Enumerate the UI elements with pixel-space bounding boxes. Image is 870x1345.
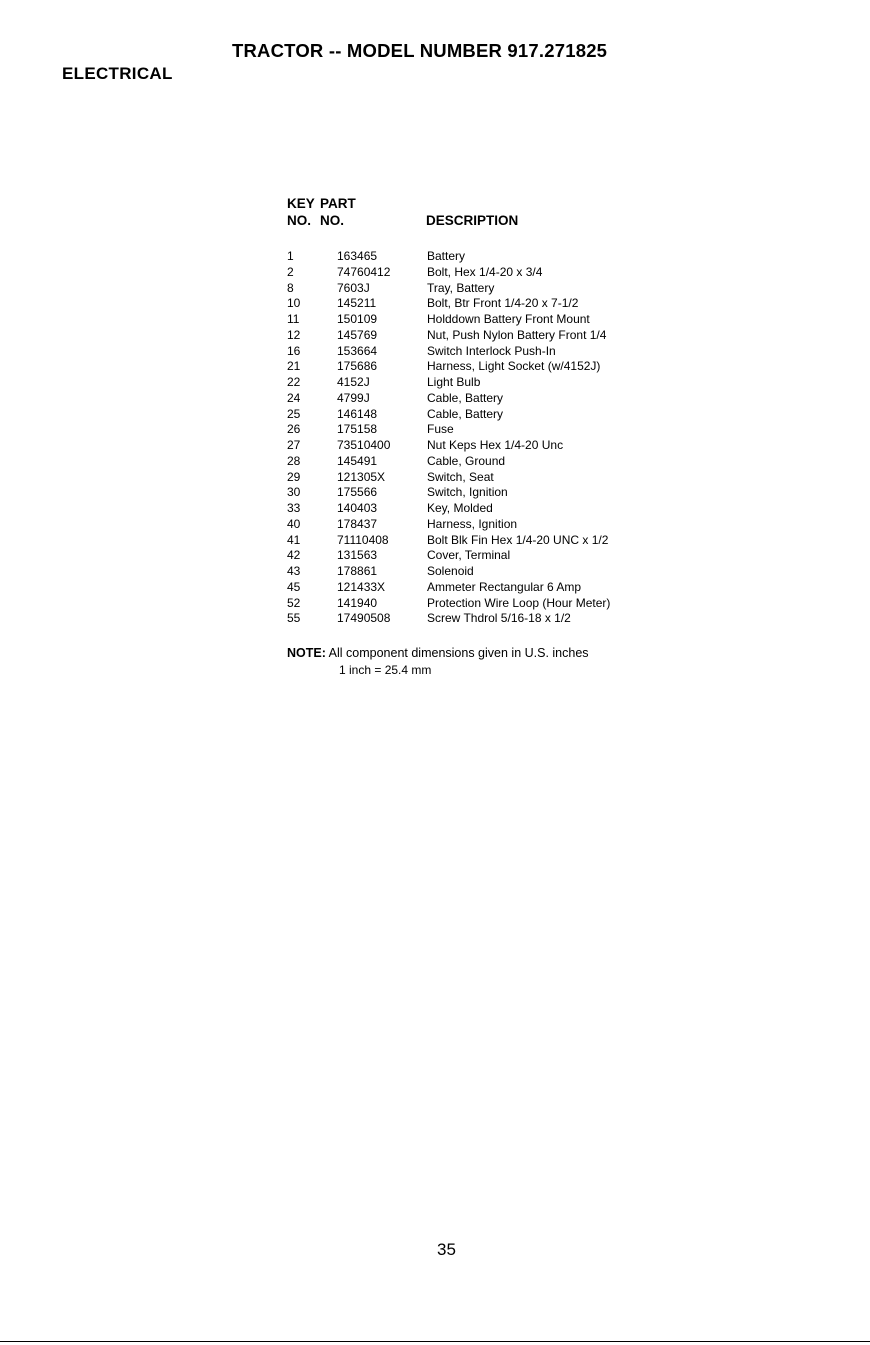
description-cell: Cable, Ground bbox=[427, 453, 506, 468]
description-cell: Battery bbox=[427, 249, 466, 263]
description-cell: Switch, Seat bbox=[427, 469, 494, 484]
key-cell: 16 bbox=[287, 343, 301, 358]
part-cell: 74760412 bbox=[337, 264, 391, 279]
note-conversion: 1 inch = 25.4 mm bbox=[339, 663, 432, 677]
section-label: ELECTRICAL bbox=[62, 64, 173, 83]
description-header: DESCRIPTION bbox=[426, 213, 519, 228]
key-cell: 43 bbox=[287, 564, 301, 578]
key-cell: 22 bbox=[287, 375, 301, 389]
description-cell: Key, Molded bbox=[427, 501, 493, 515]
part-cell: 145769 bbox=[337, 327, 378, 342]
key-header-line2: NO. bbox=[287, 213, 312, 228]
part-cell: 150109 bbox=[337, 312, 378, 326]
note-label: NOTE: bbox=[287, 646, 326, 660]
part-cell: 175158 bbox=[337, 422, 378, 437]
description-cell: Screw Thdrol 5/16-18 x 1/2 bbox=[427, 611, 571, 626]
part-cell: 121433X bbox=[337, 579, 386, 594]
description-cell: Ammeter Rectangular 6 Amp bbox=[427, 579, 582, 594]
part-cell: 141940 bbox=[337, 595, 378, 610]
part-cell: 175686 bbox=[337, 359, 378, 374]
part-cell: 4799J bbox=[337, 390, 370, 405]
description-cell: Cable, Battery bbox=[427, 406, 504, 421]
key-cell: 11 bbox=[287, 312, 300, 326]
part-cell: 145211 bbox=[337, 296, 377, 311]
part-header-line2: NO. bbox=[320, 213, 345, 228]
page-number: 35 bbox=[437, 1240, 456, 1259]
part-cell: 175566 bbox=[337, 485, 378, 500]
note bbox=[287, 646, 589, 660]
key-cell: 30 bbox=[287, 485, 301, 500]
key-cell: 25 bbox=[287, 406, 301, 421]
key-cell: 8 bbox=[287, 280, 294, 295]
key-cell: 27 bbox=[287, 438, 301, 452]
part-cell: 131563 bbox=[337, 548, 378, 563]
description-cell: Tray, Battery bbox=[427, 280, 495, 295]
part-cell: 121305X bbox=[337, 469, 386, 484]
part-cell: 140403 bbox=[337, 501, 378, 515]
bottom-rule bbox=[0, 1341, 870, 1342]
page-title: TRACTOR -- MODEL NUMBER 917.271825 bbox=[232, 40, 608, 61]
part-cell: 73510400 bbox=[337, 438, 391, 452]
description-cell: Cable, Battery bbox=[427, 390, 504, 405]
description-cell: Nut, Push Nylon Battery Front 1/4 bbox=[427, 327, 607, 342]
part-cell: 71110408 bbox=[337, 532, 389, 547]
key-cell: 42 bbox=[287, 548, 301, 563]
key-cell: 28 bbox=[287, 453, 301, 468]
key-cell: 2 bbox=[287, 264, 294, 279]
description-cell: Bolt, Hex 1/4-20 x 3/4 bbox=[427, 264, 543, 279]
key-cell: 55 bbox=[287, 611, 301, 626]
key-cell: 52 bbox=[287, 595, 301, 610]
key-header-line1: KEY bbox=[287, 196, 315, 211]
description-cell: Harness, Ignition bbox=[427, 516, 518, 531]
part-header-line1: PART bbox=[320, 196, 356, 211]
key-cell: 45 bbox=[287, 579, 301, 594]
description-cell: Bolt, Btr Front 1/4-20 x 7-1/2 bbox=[427, 296, 579, 311]
description-cell: Holddown Battery Front Mount bbox=[427, 312, 590, 326]
part-cell: 178861 bbox=[337, 564, 378, 578]
key-cell: 41 bbox=[287, 532, 301, 547]
part-cell: 145491 bbox=[337, 453, 378, 468]
part-cell: 153664 bbox=[337, 343, 378, 358]
description-cell: Protection Wire Loop (Hour Meter) bbox=[427, 595, 611, 610]
part-cell: 146148 bbox=[337, 406, 378, 421]
description-cell: Cover, Terminal bbox=[427, 548, 511, 563]
description-cell: Bolt Blk Fin Hex 1/4-20 UNC x 1/2 bbox=[427, 532, 609, 547]
key-cell: 33 bbox=[287, 501, 301, 515]
description-cell: Switch Interlock Push-In bbox=[427, 343, 556, 358]
part-cell: 17490508 bbox=[337, 611, 391, 626]
key-cell: 10 bbox=[287, 296, 301, 311]
table-header bbox=[287, 196, 687, 236]
parts-table bbox=[287, 196, 687, 626]
part-cell: 163465 bbox=[337, 249, 378, 263]
note-text: All component dimensions given in U.S. inches bbox=[325, 646, 589, 660]
description-cell: Solenoid bbox=[427, 564, 474, 578]
key-cell: 26 bbox=[287, 422, 301, 437]
description-cell: Switch, Ignition bbox=[427, 485, 508, 500]
part-cell: 4152J bbox=[337, 375, 370, 389]
key-cell: 21 bbox=[287, 359, 301, 374]
description-cell: Nut Keps Hex 1/4-20 Unc bbox=[427, 438, 564, 452]
part-cell: 178437 bbox=[337, 516, 378, 531]
description-cell: Light Bulb bbox=[427, 375, 481, 389]
description-cell: Harness, Light Socket (w/4152J) bbox=[427, 359, 601, 374]
key-cell: 29 bbox=[287, 469, 301, 484]
key-cell: 40 bbox=[287, 516, 301, 531]
key-cell: 12 bbox=[287, 327, 301, 342]
key-cell: 24 bbox=[287, 390, 301, 405]
part-cell: 7603J bbox=[337, 280, 370, 295]
key-cell: 1 bbox=[287, 249, 294, 263]
description-cell: Fuse bbox=[427, 422, 454, 437]
